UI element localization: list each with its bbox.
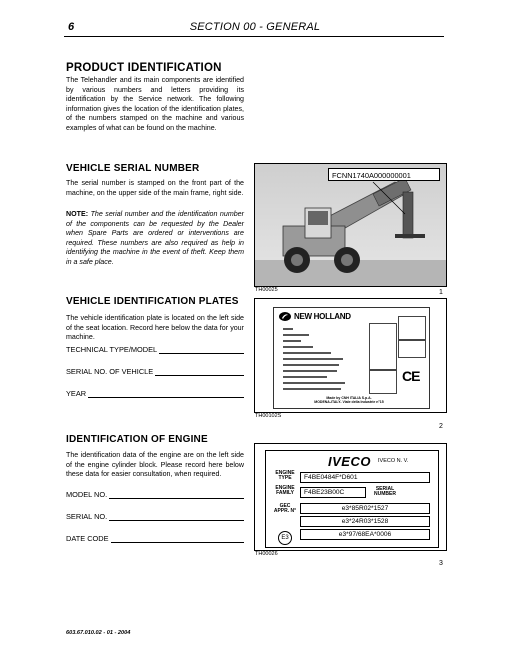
write-line xyxy=(159,345,244,354)
vehicle-identification-plate xyxy=(273,307,430,409)
plate-line xyxy=(283,382,345,384)
field-label: YEAR xyxy=(66,389,87,398)
plate-line xyxy=(283,364,339,366)
write-line xyxy=(111,534,244,543)
engine-identification-text: The identification data of the engine are on the left side of the engine cylinder block. Please record here below these data for easier consultation, when required. xyxy=(66,451,244,479)
field-label: MODEL NO. xyxy=(66,490,108,499)
plate-line xyxy=(283,328,293,330)
figure-3-engine-plate xyxy=(254,443,447,551)
document-code: 603.67.010.02 - 01 - 2004 xyxy=(66,630,131,636)
write-line xyxy=(88,389,244,398)
approval-number-1: e3*85R02*1527 xyxy=(300,503,430,514)
field-label: TECHNICAL TYPE/MODEL xyxy=(66,345,158,354)
year-field[interactable] xyxy=(66,389,244,398)
model-no-field[interactable] xyxy=(66,490,244,499)
vehicle-plates-text: The vehicle identification plate is located on the left side of the seat location. Record here below the data for your machine. xyxy=(66,314,244,342)
product-identification-text: The Telehandler and its main components are identified by various numbers and letters providing its identification by the Service network. The following information gives the location of the identification plates, of the numbers stamped on the machine and various examples of what can be found on the machine. xyxy=(66,76,244,132)
plate-data-box xyxy=(398,340,426,358)
section-title: SECTION 00 - GENERAL xyxy=(189,21,321,33)
figure-2-code: TH00102S xyxy=(255,413,282,419)
header-rule xyxy=(64,36,444,37)
vehicle-plates-heading: VEHICLE IDENTIFICATION PLATES xyxy=(66,296,239,307)
plate-data-box xyxy=(369,323,397,370)
write-line xyxy=(109,512,244,521)
plate-data-box xyxy=(398,316,426,340)
plate-line xyxy=(283,346,313,348)
field-label: SERIAL NO. xyxy=(66,512,108,521)
figure-2-number: 2 xyxy=(439,423,443,430)
telehandler-illustration xyxy=(255,164,446,286)
ce-mark: CE xyxy=(402,368,420,384)
vehicle-serial-note xyxy=(66,210,244,268)
figure-1-number: 1 xyxy=(439,289,443,296)
iveco-subtitle: IVECO N. V. xyxy=(378,458,409,464)
gec-approval-label: GEC APPR. N° xyxy=(273,503,297,515)
e-mark: E3 xyxy=(278,531,292,545)
page-number: 6 xyxy=(68,21,75,33)
iveco-logo: IVECO xyxy=(328,454,371,469)
technical-type-field[interactable] xyxy=(66,345,244,354)
new-holland-logo: NEW HOLLAND xyxy=(294,312,351,321)
approval-number-2: e3*24R03*1528 xyxy=(300,516,430,527)
figure-3-number: 3 xyxy=(439,560,443,567)
write-line xyxy=(155,367,244,376)
engine-identification-plate xyxy=(265,450,439,548)
serial-number-tag: FCNN1740A000000001 xyxy=(328,168,440,181)
note-label: NOTE: xyxy=(66,210,89,218)
vehicle-serial-text: The serial number is stamped on the front part of the machine, on the upper side of the main frame, right side. xyxy=(66,179,244,197)
vehicle-serial-heading: VEHICLE SERIAL NUMBER xyxy=(66,163,200,174)
note-text: The serial number and the identification number of the components can be requested by the Dealer when Spare Parts are ordered or interventions are required. These numbers are also required as help in identifying the machine in the event of theft. Keep them in a safe place. xyxy=(66,210,244,266)
manufacturer-info xyxy=(314,396,384,404)
field-label: SERIAL NO. OF VEHICLE xyxy=(66,367,154,376)
plate-line xyxy=(283,340,301,342)
plate-data-box xyxy=(369,370,397,394)
engine-type-value: F4BE0484F*D601 xyxy=(300,472,430,483)
engine-family-value: F4BE23B00C xyxy=(300,487,366,498)
approval-number-3: e3*97/68EA*0006 xyxy=(300,529,430,540)
engine-family-label: ENGINE FAMILY xyxy=(275,485,295,497)
figure-1-telehandler xyxy=(254,163,447,287)
made-address-line: MODENA-ITALY- Viale della Industrie n°15 xyxy=(314,400,384,404)
date-code-field[interactable] xyxy=(66,534,244,543)
figure-2-vehicle-plate xyxy=(254,298,447,413)
product-identification-heading: PRODUCT IDENTIFICATION xyxy=(66,62,222,74)
plate-line xyxy=(283,376,327,378)
vehicle-serial-field[interactable] xyxy=(66,367,244,376)
field-label: DATE CODE xyxy=(66,534,109,543)
plate-line xyxy=(283,334,309,336)
serial-no-field[interactable] xyxy=(66,512,244,521)
figure-3-code: TH00026 xyxy=(255,551,278,557)
write-line xyxy=(109,490,244,499)
figure-1-code: TH00025 xyxy=(255,287,278,293)
engine-type-label: ENGINE TYPE xyxy=(275,470,295,482)
plate-line xyxy=(283,388,341,390)
new-holland-leaf-icon xyxy=(279,312,291,321)
made-in-line: Made by CNH ITALIA S.p.A. xyxy=(326,396,372,400)
plate-line xyxy=(283,370,337,372)
plate-line xyxy=(283,358,343,360)
serial-number-label: SERIAL NUMBER xyxy=(374,486,396,498)
plate-line xyxy=(283,352,331,354)
engine-identification-heading: IDENTIFICATION OF ENGINE xyxy=(66,434,208,445)
